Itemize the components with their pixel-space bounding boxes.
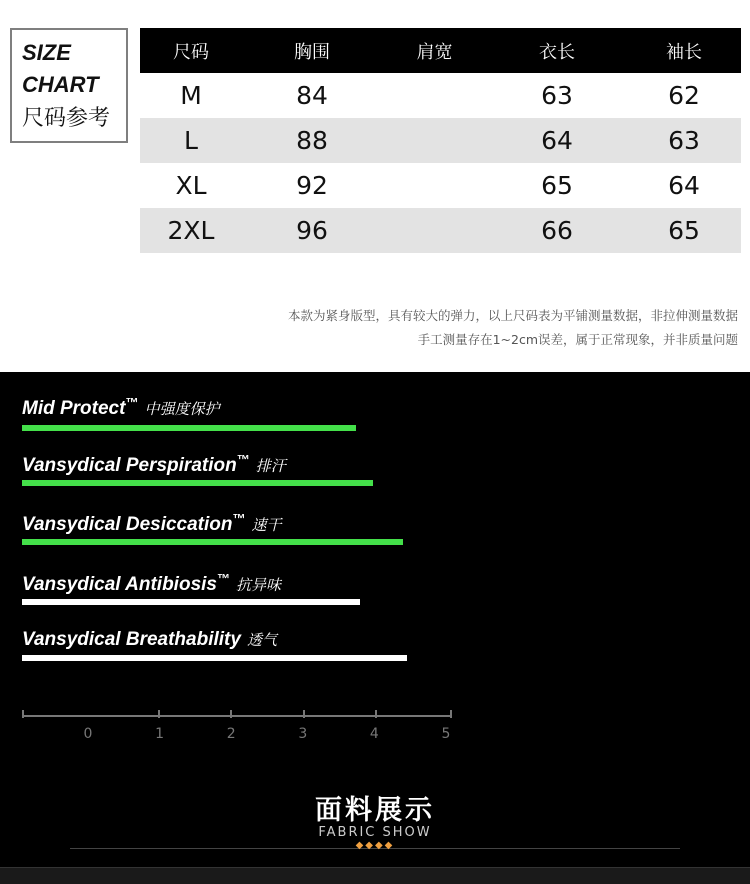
rating-axis [0,700,470,750]
table-cell: M [180,81,202,110]
axis-tick [22,710,24,718]
axis-line [22,715,451,717]
axis-tick [303,710,305,718]
table-cell: 96 [296,216,328,245]
axis-tick-label: 0 [83,726,93,742]
size-chart-label [10,28,128,143]
measurement-note [288,304,738,352]
attr-cn: 中强度保护 [144,400,220,418]
size-label-line1: SIZE [22,40,71,65]
trademark-mark: ™ [216,571,230,586]
table-cell: 64 [668,171,700,200]
attr-bar [22,655,407,661]
axis-tick-label: 4 [369,726,379,742]
header-cell: 衣长 [539,41,575,63]
header-cell: 袖长 [666,41,702,63]
attr-name: Vansydical Breathability [22,629,241,650]
table-cell: 65 [541,171,573,200]
fabric-section-subtitle: FABRIC SHOW [318,825,432,840]
axis-tick-label: 2 [226,726,236,742]
table-row [140,73,741,118]
table-cell: 84 [296,81,328,110]
table-cell: 62 [668,81,700,110]
axis-tick [375,710,377,718]
attr-label [22,571,281,596]
fabric-image-strip [0,867,750,884]
attr-bar [22,425,356,431]
table-cell: 64 [541,126,573,155]
size-label-line2: CHART [22,72,99,97]
attr-name: Vansydical Desiccation [22,514,233,535]
attr-cn: 抗异味 [235,576,281,594]
attr-label [22,452,286,477]
axis-tick-label: 3 [298,726,308,742]
attr-cn: 速干 [251,516,282,534]
axis-tick-label: 5 [441,726,451,742]
attr-bar [22,539,403,545]
attr-label [22,395,219,420]
table-cell: 63 [541,81,573,110]
header-cell: 尺码 [173,41,209,63]
table-row [140,208,741,253]
table-cell: 63 [668,126,700,155]
table-cell: 66 [541,216,573,245]
attr-label [22,511,282,536]
header-cell: 肩宽 [416,41,453,63]
size-table [140,28,741,253]
attr-bar [22,480,373,486]
attr-cn: 排汗 [255,457,286,475]
table-header [140,28,741,73]
table-row [140,163,741,208]
table-cell: 88 [296,126,328,155]
table-cell: 65 [668,216,700,245]
table-cell: 2XL [167,216,215,245]
axis-tick [158,710,160,718]
attr-name: Vansydical Antibiosis [22,574,217,595]
table-cell: XL [175,171,207,200]
table-cell: 92 [296,171,328,200]
size-label-cn: 尺码参考 [22,106,111,131]
header-cell: 胸围 [294,41,330,63]
trademark-mark: ™ [236,452,250,467]
diamond-ornament-icon: ◆◆◆◆ [355,840,395,851]
attr-name: Mid Protect [22,398,126,419]
attr-name: Vansydical Perspiration [22,455,237,476]
size-chart-panel [0,0,750,372]
trademark-mark: ™ [125,395,139,410]
trademark-mark: ™ [232,511,246,526]
attr-bar [22,599,360,605]
axis-tick [450,710,452,718]
axis-tick [230,710,232,718]
table-cell: L [184,126,198,155]
note-line: 手工测量存在1~2cm误差，属于正常现象，并非质量问题 [417,332,738,347]
fabric-section-title: 面料展示 [315,795,435,826]
table-row [140,118,741,163]
attr-label [22,626,277,651]
attr-cn: 透气 [246,631,277,649]
axis-tick-label: 1 [155,726,165,742]
note-line: 本款为紧身版型，具有较大的弹力，以上尺码表为平铺测量数据，非拉伸测量数据 [287,308,738,323]
